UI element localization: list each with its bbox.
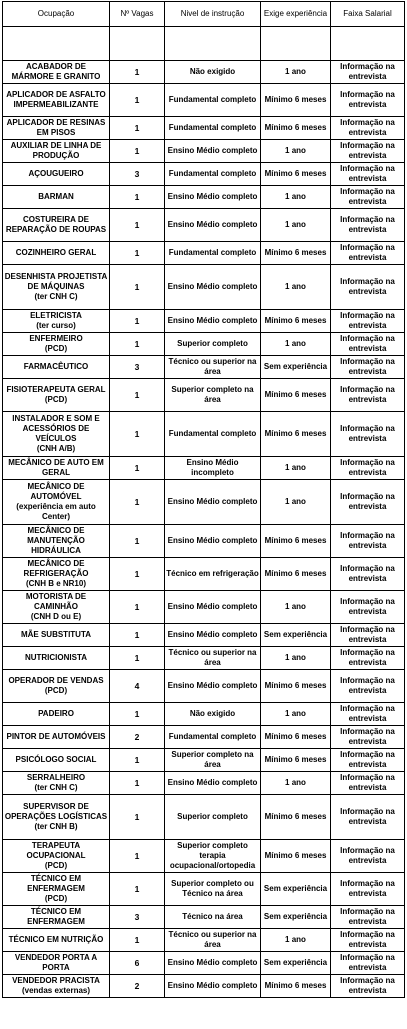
cell-nivel: Ensino Médio completo xyxy=(165,265,261,310)
header-experiencia: Exige experiência xyxy=(261,2,331,27)
cell-nivel: Ensino Médio completo xyxy=(165,624,261,647)
cell-nivel: Fundamental completo xyxy=(165,242,261,265)
cell-experiencia: 1 ano xyxy=(261,186,331,209)
cell-experiencia: Mínimo 6 meses xyxy=(261,558,331,591)
cell-faixa-salarial: Informação na entrevista xyxy=(331,749,405,772)
cell-faixa-salarial: Informação na entrevista xyxy=(331,703,405,726)
occupation-name: BARMAN xyxy=(38,192,74,201)
cell-ocupacao xyxy=(3,117,110,140)
occupation-name: VENDEDOR PRACISTA xyxy=(12,976,100,985)
cell-ocupacao xyxy=(3,209,110,242)
table-row xyxy=(3,906,405,929)
cell-ocupacao xyxy=(3,140,110,163)
cell-experiencia: Mínimo 6 meses xyxy=(261,975,331,998)
cell-faixa-salarial: Informação na entrevista xyxy=(331,310,405,333)
cell-experiencia: Sem experiência xyxy=(261,624,331,647)
cell-experiencia: 1 ano xyxy=(261,140,331,163)
cell-nivel: Superior completo na área xyxy=(165,749,261,772)
cell-experiencia: 1 ano xyxy=(261,480,331,525)
cell-faixa-salarial: Informação na entrevista xyxy=(331,975,405,998)
cell-ocupacao xyxy=(3,726,110,749)
cell-nivel: Técnico na área xyxy=(165,906,261,929)
table-row xyxy=(3,356,405,379)
cell-nivel: Superior completo ou Técnico na área xyxy=(165,873,261,906)
cell-ocupacao xyxy=(3,265,110,310)
cell-faixa-salarial: Informação na entrevista xyxy=(331,670,405,703)
cell-faixa-salarial: Informação na entrevista xyxy=(331,163,405,186)
cell-vagas: 1 xyxy=(110,265,165,310)
occupation-note: (ter CNH B) xyxy=(34,822,78,831)
cell-nivel: Ensino Médio incompleto xyxy=(165,457,261,480)
cell-ocupacao xyxy=(3,591,110,624)
table-row xyxy=(3,84,405,117)
cell-experiencia: 1 ano xyxy=(261,209,331,242)
cell-vagas: 1 xyxy=(110,772,165,795)
cell-experiencia: Mínimo 6 meses xyxy=(261,242,331,265)
cell-ocupacao xyxy=(3,186,110,209)
cell-vagas: 2 xyxy=(110,726,165,749)
cell-nivel: Ensino Médio completo xyxy=(165,186,261,209)
cell-ocupacao xyxy=(3,379,110,412)
cell-nivel: Ensino Médio completo xyxy=(165,591,261,624)
cell-vagas: 1 xyxy=(110,242,165,265)
cell-faixa-salarial: Informação na entrevista xyxy=(331,356,405,379)
cell-ocupacao xyxy=(3,624,110,647)
occupation-note: (PCD) xyxy=(44,395,68,404)
cell-faixa-salarial: Informação na entrevista xyxy=(331,209,405,242)
cell-vagas: 1 xyxy=(110,624,165,647)
cell-ocupacao xyxy=(3,480,110,525)
cell-vagas: 1 xyxy=(110,457,165,480)
cell-ocupacao xyxy=(3,670,110,703)
table-row xyxy=(3,726,405,749)
cell-vagas: 1 xyxy=(110,873,165,906)
cell-nivel: Fundamental completo xyxy=(165,84,261,117)
cell-faixa-salarial: Informação na entrevista xyxy=(331,379,405,412)
table-row xyxy=(3,242,405,265)
cell-nivel: Ensino Médio completo xyxy=(165,952,261,975)
cell-vagas: 1 xyxy=(110,61,165,84)
cell-experiencia: 1 ano xyxy=(261,772,331,795)
occupation-name: TÉCNICO EM ENFERMAGEM xyxy=(27,874,85,893)
occupation-note: (CNH A/B) xyxy=(36,444,76,453)
cell-ocupacao xyxy=(3,412,110,457)
cell-vagas: 1 xyxy=(110,412,165,457)
cell-experiencia: Mínimo 6 meses xyxy=(261,840,331,873)
cell-ocupacao xyxy=(3,61,110,84)
cell-ocupacao xyxy=(3,333,110,356)
table-row xyxy=(3,333,405,356)
cell-experiencia: Sem experiência xyxy=(261,952,331,975)
cell-experiencia: Mínimo 6 meses xyxy=(261,310,331,333)
cell-experiencia: Mínimo 6 meses xyxy=(261,379,331,412)
header-vagas: Nº Vagas xyxy=(110,2,165,27)
cell-faixa-salarial: Informação na entrevista xyxy=(331,726,405,749)
table-row xyxy=(3,929,405,952)
header-row xyxy=(3,2,405,27)
table-row xyxy=(3,117,405,140)
cell-faixa-salarial: Informação na entrevista xyxy=(331,772,405,795)
occupation-name: PADEIRO xyxy=(38,709,74,718)
cell-experiencia: 1 ano xyxy=(261,647,331,670)
cell-faixa-salarial: Informação na entrevista xyxy=(331,795,405,840)
cell-vagas: 1 xyxy=(110,703,165,726)
cell-vagas: 3 xyxy=(110,356,165,379)
cell-experiencia: 1 ano xyxy=(261,265,331,310)
cell-ocupacao xyxy=(3,457,110,480)
cell-nivel: Ensino Médio completo xyxy=(165,772,261,795)
cell-nivel: Técnico em refrigeração xyxy=(165,558,261,591)
occupation-name: NUTRICIONISTA xyxy=(24,653,88,662)
empty-row xyxy=(3,27,405,61)
cell-experiencia: Sem experiência xyxy=(261,356,331,379)
cell-experiencia: Mínimo 6 meses xyxy=(261,726,331,749)
cell-faixa-salarial: Informação na entrevista xyxy=(331,840,405,873)
cell-vagas: 1 xyxy=(110,140,165,163)
table-row xyxy=(3,457,405,480)
cell-faixa-salarial: Informação na entrevista xyxy=(331,61,405,84)
cell-ocupacao xyxy=(3,525,110,558)
cell-experiencia: 1 ano xyxy=(261,457,331,480)
cell-ocupacao xyxy=(3,749,110,772)
cell-ocupacao xyxy=(3,795,110,840)
cell-experiencia: 1 ano xyxy=(261,591,331,624)
cell-faixa-salarial: Informação na entrevista xyxy=(331,906,405,929)
cell-vagas: 1 xyxy=(110,840,165,873)
occupation-name: VENDEDOR PORTA A PORTA xyxy=(14,953,98,972)
cell-vagas: 1 xyxy=(110,310,165,333)
cell-ocupacao xyxy=(3,558,110,591)
cell-faixa-salarial: Informação na entrevista xyxy=(331,480,405,525)
table-row xyxy=(3,186,405,209)
table-row xyxy=(3,624,405,647)
table-row xyxy=(3,873,405,906)
occupation-name: MECÂNICO DE MANUTENÇÃO HIDRÁULICA xyxy=(27,526,85,555)
table-row xyxy=(3,647,405,670)
cell-nivel: Superior completo xyxy=(165,795,261,840)
occupation-note: (CNH B e NR10) xyxy=(25,579,86,588)
occupation-note: (ter curso) xyxy=(36,321,76,330)
table-row xyxy=(3,379,405,412)
cell-faixa-salarial: Informação na entrevista xyxy=(331,591,405,624)
cell-vagas: 1 xyxy=(110,480,165,525)
cell-experiencia: Mínimo 6 meses xyxy=(261,749,331,772)
cell-nivel: Ensino Médio completo xyxy=(165,670,261,703)
occupation-name: AÇOUGUEIRO xyxy=(28,169,84,178)
occupation-name: MECÂNICO DE AUTO EM GERAL xyxy=(8,458,104,477)
cell-ocupacao xyxy=(3,703,110,726)
cell-faixa-salarial: Informação na entrevista xyxy=(331,84,405,117)
cell-ocupacao xyxy=(3,929,110,952)
occupation-note: (vendas externas) xyxy=(21,986,91,995)
cell-nivel: Ensino Médio completo xyxy=(165,975,261,998)
cell-experiencia: Sem experiência xyxy=(261,873,331,906)
occupation-name: AUXILIAR DE LINHA DE PRODUÇÃO xyxy=(10,141,102,160)
cell-vagas: 1 xyxy=(110,749,165,772)
cell-vagas: 3 xyxy=(110,163,165,186)
table-row xyxy=(3,140,405,163)
cell-nivel: Não exigido xyxy=(165,703,261,726)
cell-faixa-salarial: Informação na entrevista xyxy=(331,952,405,975)
cell-faixa-salarial: Informação na entrevista xyxy=(331,624,405,647)
table-row xyxy=(3,975,405,998)
occupation-name: APLICADOR DE ASFALTO IMPERMEABILIZANTE xyxy=(6,90,106,109)
table-row xyxy=(3,480,405,525)
table-row xyxy=(3,163,405,186)
cell-nivel: Ensino Médio completo xyxy=(165,480,261,525)
cell-vagas: 1 xyxy=(110,647,165,670)
table-row xyxy=(3,670,405,703)
table-row xyxy=(3,61,405,84)
cell-nivel: Superior completo na área xyxy=(165,379,261,412)
cell-vagas: 1 xyxy=(110,186,165,209)
cell-ocupacao xyxy=(3,242,110,265)
header-ocupacao: Ocupação xyxy=(3,2,110,27)
cell-ocupacao xyxy=(3,163,110,186)
cell-experiencia: Mínimo 6 meses xyxy=(261,84,331,117)
table-row xyxy=(3,209,405,242)
cell-experiencia: 1 ano xyxy=(261,333,331,356)
occupation-note: (experiência em auto Center) xyxy=(16,502,96,521)
cell-experiencia: Mínimo 6 meses xyxy=(261,795,331,840)
cell-experiencia: 1 ano xyxy=(261,929,331,952)
table-row xyxy=(3,310,405,333)
cell-ocupacao xyxy=(3,873,110,906)
occupation-name: TERAPEUTA OCUPACIONAL xyxy=(26,841,86,860)
cell-experiencia: Mínimo 6 meses xyxy=(261,670,331,703)
cell-faixa-salarial: Informação na entrevista xyxy=(331,265,405,310)
cell-faixa-salarial: Informação na entrevista xyxy=(331,647,405,670)
cell-vagas: 1 xyxy=(110,379,165,412)
cell-vagas: 1 xyxy=(110,591,165,624)
table-row xyxy=(3,952,405,975)
cell-ocupacao xyxy=(3,310,110,333)
occupation-name: TÉCNICO EM ENFERMAGEM xyxy=(27,907,85,926)
cell-faixa-salarial: Informação na entrevista xyxy=(331,333,405,356)
cell-ocupacao xyxy=(3,647,110,670)
cell-faixa-salarial: Informação na entrevista xyxy=(331,929,405,952)
cell-ocupacao xyxy=(3,840,110,873)
occupation-name: PINTOR DE AUTOMÓVEIS xyxy=(6,732,106,741)
cell-ocupacao xyxy=(3,84,110,117)
occupation-name: ENFERMEIRO xyxy=(29,334,83,343)
occupation-name: SERRALHEIRO xyxy=(26,773,86,782)
cell-faixa-salarial: Informação na entrevista xyxy=(331,558,405,591)
cell-nivel: Fundamental completo xyxy=(165,117,261,140)
occupation-name: COSTUREIRA DE REPARAÇÃO DE ROUPAS xyxy=(5,215,107,234)
header-nivel: Nivel de instrução xyxy=(165,2,261,27)
cell-vagas: 1 xyxy=(110,209,165,242)
occupation-note: (PCD) xyxy=(44,344,68,353)
table-row xyxy=(3,749,405,772)
cell-experiencia: 1 ano xyxy=(261,703,331,726)
cell-ocupacao xyxy=(3,906,110,929)
occupation-note: (PCD) xyxy=(44,686,68,695)
cell-experiencia: Mínimo 6 meses xyxy=(261,163,331,186)
occupation-note: (PCD) xyxy=(44,861,68,870)
table-row xyxy=(3,412,405,457)
cell-nivel: Ensino Médio completo xyxy=(165,209,261,242)
job-openings-table xyxy=(2,1,405,998)
cell-vagas: 1 xyxy=(110,84,165,117)
occupation-name: MECÂNICO DE REFRIGERAÇÃO xyxy=(23,559,89,578)
cell-nivel: Técnico ou superior na área xyxy=(165,356,261,379)
cell-experiencia: Mínimo 6 meses xyxy=(261,117,331,140)
occupation-name: TÉCNICO EM NUTRIÇÃO xyxy=(8,935,104,944)
table-row xyxy=(3,265,405,310)
table-row xyxy=(3,703,405,726)
cell-nivel: Técnico ou superior na área xyxy=(165,647,261,670)
cell-ocupacao xyxy=(3,772,110,795)
cell-ocupacao xyxy=(3,975,110,998)
table-body xyxy=(3,27,405,998)
cell-vagas: 4 xyxy=(110,670,165,703)
cell-ocupacao xyxy=(3,952,110,975)
cell-nivel: Superior completo xyxy=(165,333,261,356)
cell-vagas: 3 xyxy=(110,906,165,929)
occupation-name: APLICADOR DE RESINAS EM PISOS xyxy=(6,118,106,137)
cell-ocupacao xyxy=(3,356,110,379)
cell-faixa-salarial: Informação na entrevista xyxy=(331,525,405,558)
occupation-name: MECÂNICO DE AUTOMÓVEL xyxy=(27,482,85,501)
occupation-name: MOTORISTA DE CAMINHÃO xyxy=(25,592,87,611)
cell-nivel: Fundamental completo xyxy=(165,412,261,457)
header-faixa-salarial: Faixa Salarial xyxy=(331,2,405,27)
cell-nivel: Ensino Médio completo xyxy=(165,525,261,558)
occupation-note: (ter CNH C) xyxy=(34,783,78,792)
cell-faixa-salarial: Informação na entrevista xyxy=(331,457,405,480)
cell-nivel: Ensino Médio completo xyxy=(165,310,261,333)
cell-nivel: Técnico ou superior na área xyxy=(165,929,261,952)
cell-experiencia: Mínimo 6 meses xyxy=(261,412,331,457)
occupation-name: ACABADOR DE MÁRMORE E GRANITO xyxy=(11,62,101,81)
occupation-name: INSTALADOR E SOM E ACESSÓRIOS DE VEÍCULOS xyxy=(12,414,100,443)
table-row xyxy=(3,840,405,873)
occupation-name: SUPERVISOR DE OPERAÇÕES LOGÍSTICAS xyxy=(4,802,108,821)
cell-vagas: 1 xyxy=(110,525,165,558)
table-row xyxy=(3,591,405,624)
cell-nivel: Fundamental completo xyxy=(165,163,261,186)
cell-vagas: 1 xyxy=(110,333,165,356)
table-row xyxy=(3,795,405,840)
cell-nivel: Ensino Médio completo xyxy=(165,140,261,163)
occupation-name: FISIOTERAPEUTA GERAL xyxy=(6,385,106,394)
occupation-name: PSICÓLOGO SOCIAL xyxy=(15,755,97,764)
cell-vagas: 1 xyxy=(110,929,165,952)
table-row xyxy=(3,558,405,591)
cell-vagas: 1 xyxy=(110,795,165,840)
occupation-name: MÃE SUBSTITUTA xyxy=(20,630,92,639)
cell-vagas: 1 xyxy=(110,558,165,591)
cell-vagas: 6 xyxy=(110,952,165,975)
cell-experiencia: 1 ano xyxy=(261,61,331,84)
cell-experiencia: Sem experiência xyxy=(261,906,331,929)
cell-experiencia: Mínimo 6 meses xyxy=(261,525,331,558)
cell-faixa-salarial: Informação na entrevista xyxy=(331,412,405,457)
occupation-note: (ter CNH C) xyxy=(34,292,78,301)
occupation-name: DESENHISTA PROJETISTA DE MÁQUINAS xyxy=(4,272,108,291)
occupation-name: COZINHEIRO GERAL xyxy=(15,248,97,257)
cell-faixa-salarial: Informação na entrevista xyxy=(331,186,405,209)
table-row xyxy=(3,772,405,795)
cell-nivel: Superior completo terapia ocupacional/ortopedia xyxy=(165,840,261,873)
occupation-name: ELETRICISTA xyxy=(30,311,82,320)
cell-faixa-salarial: Informação na entrevista xyxy=(331,873,405,906)
cell-faixa-salarial: Informação na entrevista xyxy=(331,242,405,265)
cell-faixa-salarial: Informação na entrevista xyxy=(331,117,405,140)
cell-nivel: Fundamental completo xyxy=(165,726,261,749)
occupation-note: (CNH D ou E) xyxy=(30,612,82,621)
table-row xyxy=(3,525,405,558)
cell-vagas: 1 xyxy=(110,117,165,140)
cell-faixa-salarial: Informação na entrevista xyxy=(331,140,405,163)
occupation-name: OPERADOR DE VENDAS xyxy=(8,676,104,685)
occupation-note: (PCD) xyxy=(44,894,68,903)
cell-nivel: Não exigido xyxy=(165,61,261,84)
cell-vagas: 2 xyxy=(110,975,165,998)
occupation-name: FARMACÊUTICO xyxy=(23,362,89,371)
